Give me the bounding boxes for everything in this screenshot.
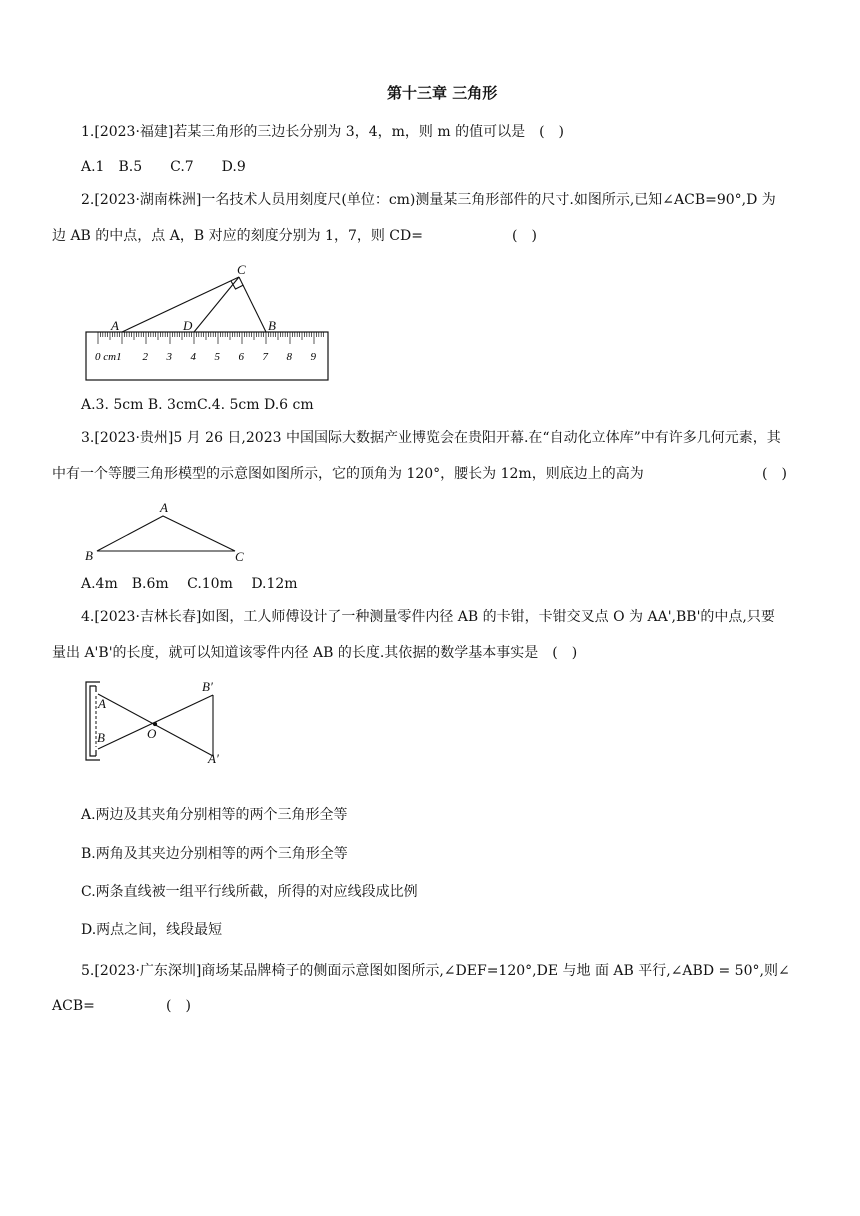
- q4-option-b: B.两角及其夹边分别相等的两个三角形全等: [81, 846, 348, 862]
- ruler-tick-label: 3: [166, 351, 172, 363]
- q4-stem-line1: 4.[2023·吉林长春]如图，工人师傅设计了一种测量零件内径 AB 的卡钳，卡钳交叉点 O 为 AA',BB'的中点,只要: [81, 609, 775, 625]
- ruler-tick-label: 4: [190, 351, 196, 363]
- q3-options: A.4m B.6m C.10m D.12m: [81, 576, 298, 592]
- q5-paren: ( ): [166, 998, 191, 1014]
- ruler-tick-label: 2: [142, 351, 148, 363]
- label-c: C: [237, 262, 246, 277]
- label-b: B: [85, 548, 93, 563]
- q2-stem-line2: 边 AB 的中点，点 A，B 对应的刻度分别为 1，7，则 CD=: [52, 228, 423, 244]
- q1-options: A.1 B.5 C.7 D.9: [81, 159, 246, 175]
- label-d: D: [183, 318, 193, 333]
- ruler-tick-label: 0 cm1: [95, 351, 122, 363]
- label-c: C: [235, 549, 244, 564]
- q2-stem-line1: 2.[2023·湖南株洲]一名技术人员用刻度尺(单位：cm)测量某三角形部件的尺寸.如图所示,已知∠ACB=90°,D 为: [81, 192, 776, 208]
- label-a-prime: A′: [208, 751, 219, 766]
- q5-stem-line2: ACB=: [52, 998, 95, 1014]
- ruler-tick-label: 6: [238, 351, 244, 363]
- q2-paren: ( ): [512, 228, 537, 244]
- label-a: A: [98, 696, 106, 711]
- q5-stem-line1: 5.[2023·广东深圳]商场某品牌椅子的侧面示意图如图所示,∠DEF=120°,DE 与地 面 AB 平行,∠ABD = 50°,则∠: [81, 963, 790, 979]
- label-a: A: [160, 500, 168, 515]
- ruler-tick-label: 7: [262, 351, 268, 363]
- q2-ruler-figure: [80, 260, 340, 385]
- label-b-prime: B′: [202, 679, 213, 694]
- label-a: A: [111, 318, 119, 333]
- q4-stem-line2: 量出 A'B'的长度，就可以知道该零件内径 AB 的长度.其依据的数学基本事实是 ( ): [52, 645, 578, 661]
- q4-option-c: C.两条直线被一组平行线所截，所得的对应线段成比例: [81, 884, 418, 900]
- label-b: B: [97, 730, 105, 745]
- q4-calipers-figure: [80, 674, 240, 766]
- q4-option-a: A.两边及其夹角分别相等的两个三角形全等: [81, 807, 348, 823]
- q2-options: A.3. 5cm B. 3cmC.4. 5cm D.6 cm: [81, 397, 314, 413]
- ruler-tick-label: 5: [214, 351, 220, 363]
- q3-stem-line1: 3.[2023·贵州]5 月 26 日,2023 中国国际大数据产业博览会在贵阳开幕.在“自动化立体库”中有许多几何元素，其: [81, 430, 781, 446]
- q3-stem-line2: 中有一个等腰三角形模型的示意图如图所示，它的顶角为 120°，腰长为 12m，则底边上的高为: [52, 466, 644, 482]
- label-b: B: [268, 318, 276, 333]
- q3-triangle-figure: [80, 498, 260, 568]
- label-o: O: [147, 726, 157, 741]
- ruler-tick-label: 9: [310, 351, 316, 363]
- q1-stem: 1.[2023·福建]若某三角形的三边长分别为 3，4，m，则 m 的值可以是 ( ): [81, 124, 564, 140]
- q3-paren: ( ): [762, 466, 787, 482]
- ruler-tick-label: 8: [286, 351, 292, 363]
- q4-option-d: D.两点之间，线段最短: [81, 922, 223, 938]
- page-title: 第十三章 三角形: [387, 84, 498, 102]
